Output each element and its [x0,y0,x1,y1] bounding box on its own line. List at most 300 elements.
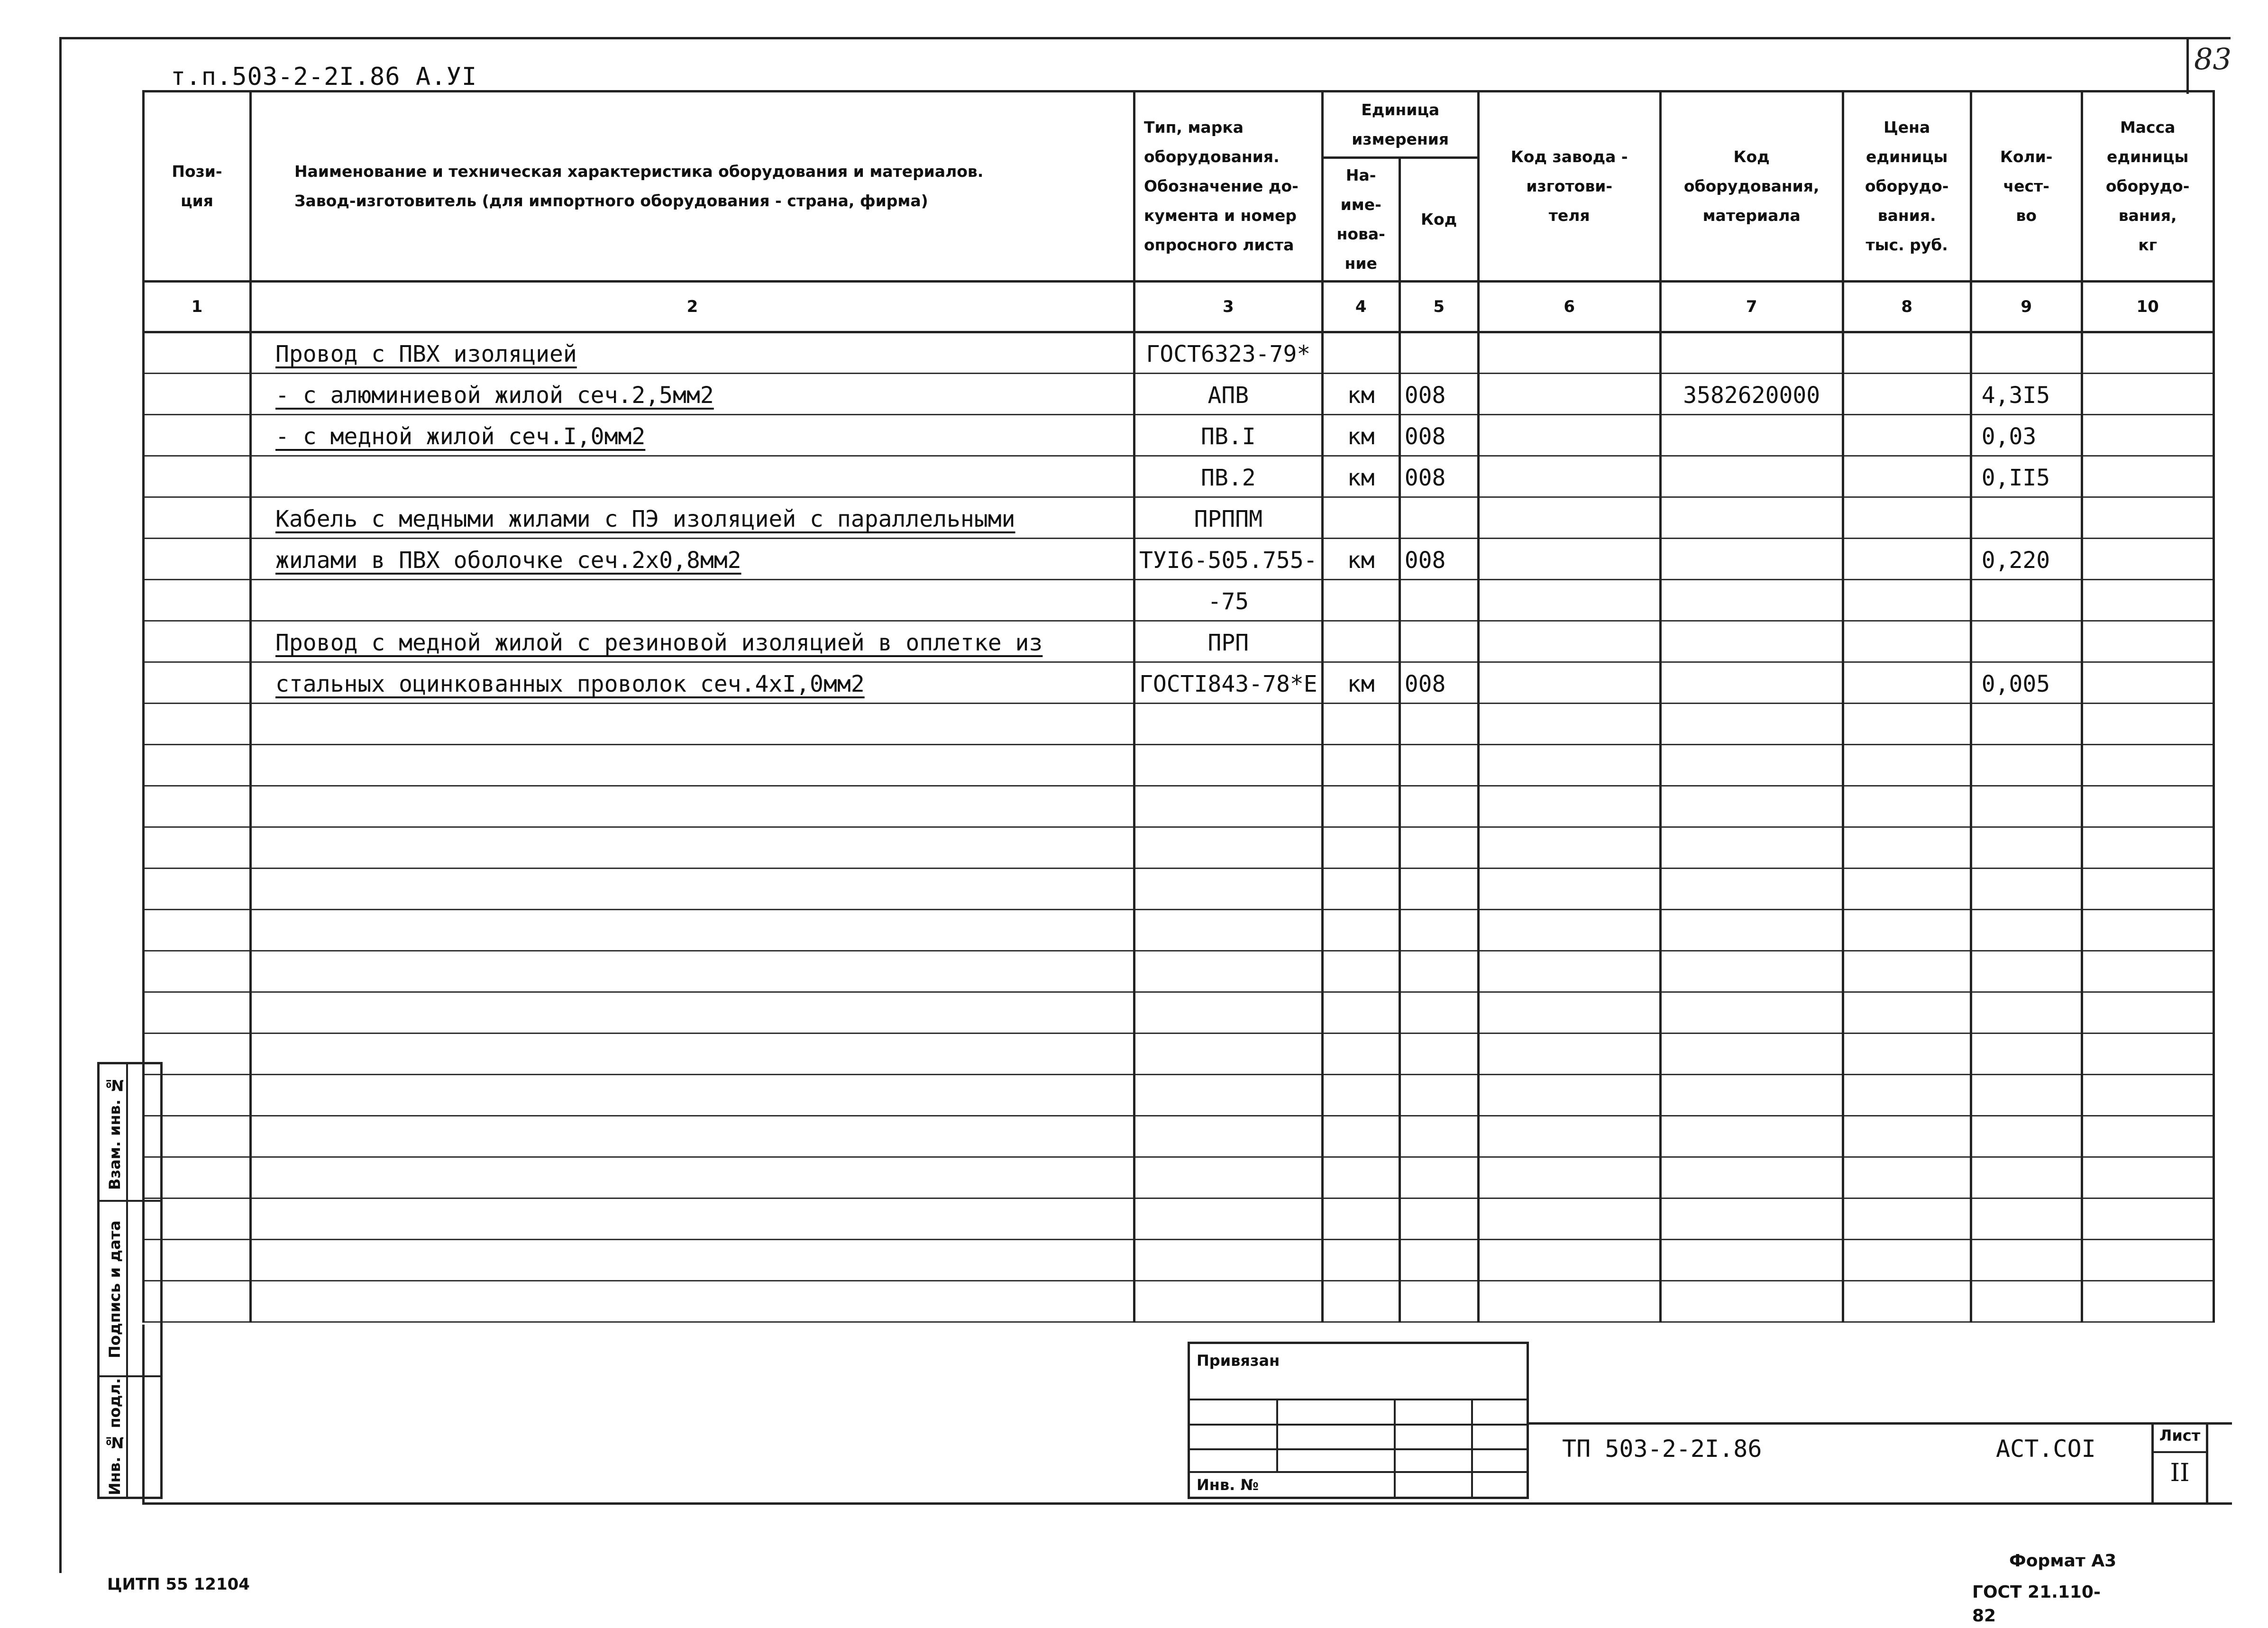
cell-code [1399,497,1478,539]
header-line: Коли- [2000,147,2053,166]
empty-cell [144,910,251,951]
empty-cell [1478,869,1660,910]
title-block-act: АСТ.СОI [1996,1435,2096,1463]
empty-cell [1478,1240,1660,1281]
empty-cell [251,1198,1134,1240]
empty-cell [1971,1198,2082,1240]
empty-cell [1134,1198,1323,1240]
empty-cell [1660,704,1843,745]
empty-cell [2082,827,2213,869]
side-label-original-inv: Инв. № подл. [106,1378,124,1495]
empty-cell [144,869,251,910]
cell-unit: км [1322,456,1399,497]
empty-cell [1322,1075,1399,1116]
cell-unit [1322,621,1399,662]
privyazan-inv-label: Инв. № [1197,1476,1259,1494]
empty-table-row [144,992,2214,1034]
header-line: Завод-изготовитель (для импортного оборудования - страна, фирма) [294,192,928,210]
title-block-doc-code: ТП 503-2-2I.86 [1562,1435,1762,1463]
header-name [251,91,1134,282]
empty-cell [1399,827,1478,869]
empty-cell [2082,910,2213,951]
cell-type: ПРП [1134,621,1323,662]
empty-cell [144,992,251,1034]
empty-table-row [144,1157,2214,1198]
table-row [144,497,2214,539]
cell-code [1399,621,1478,662]
header-line: Масса [2120,118,2176,137]
empty-cell [251,1281,1134,1322]
cell-code [1399,580,1478,621]
empty-cell [1971,745,2082,786]
empty-cell [1971,951,2082,992]
cell-unit: км [1322,539,1399,580]
cell-price [1843,332,1971,374]
empty-cell [1478,1075,1660,1116]
cell-qty: 4,3I5 [1971,374,2082,415]
header-line: оборудо- [1865,177,1949,195]
header-line: нова- [1336,225,1385,243]
cell-equip [1660,621,1843,662]
column-number: 4 [1322,282,1399,332]
empty-cell [1134,704,1323,745]
cell-pos [144,415,251,456]
cell-factory [1478,332,1660,374]
cell-price [1843,456,1971,497]
table-row [144,662,2214,704]
cell-price [1843,580,1971,621]
cell-pos [144,456,251,497]
empty-cell [1399,1034,1478,1075]
empty-cell [251,992,1134,1034]
cell-factory [1478,621,1660,662]
empty-cell [144,827,251,869]
empty-cell [1660,992,1843,1034]
empty-cell [1478,1034,1660,1075]
cell-name [251,456,1134,497]
empty-cell [2082,745,2213,786]
empty-cell [251,1034,1134,1075]
column-number: 7 [1660,282,1843,332]
cell-name: стальных оцинкованных проволок сеч.4хI,0мм2 [251,662,1134,704]
header-line: На- [1345,166,1376,184]
empty-cell [1971,1157,2082,1198]
empty-cell [1843,1240,1971,1281]
empty-cell [1134,910,1323,951]
empty-cell [251,1116,1134,1157]
cell-pos [144,621,251,662]
cell-name: Кабель с медными жилами с ПЭ изоляцией с параллельными [251,497,1134,539]
empty-cell [1843,1281,1971,1322]
empty-cell [1134,992,1323,1034]
header-line: Наименование и техническая характеристика оборудования и материалов. [294,162,984,181]
cell-price [1843,539,1971,580]
document-code: т.п.503-2-2I.86 А.УI [171,63,477,91]
cell-qty: 0,II5 [1971,456,2082,497]
empty-cell [1971,827,2082,869]
cell-unit: км [1322,415,1399,456]
header-type [1134,91,1323,282]
header-unit-code: Код [1399,158,1478,282]
empty-cell [1399,1198,1478,1240]
empty-cell [144,745,251,786]
cell-mass [2082,621,2213,662]
empty-cell [1660,745,1843,786]
empty-cell [1134,827,1323,869]
empty-cell [1399,704,1478,745]
empty-table-row [144,1075,2214,1116]
empty-table-row [144,1116,2214,1157]
cell-equip [1660,662,1843,704]
header-unit-name [1322,158,1399,282]
cell-unit [1322,580,1399,621]
header-line: ние [1344,254,1377,273]
empty-cell [2082,992,2213,1034]
empty-cell [1399,1116,1478,1157]
cell-qty: 0,03 [1971,415,2082,456]
cell-price [1843,497,1971,539]
empty-cell [1971,910,2082,951]
table-row [144,580,2214,621]
sheet-box [2151,1425,2208,1503]
title-block [1529,1422,2232,1503]
header-line: во [2016,206,2037,225]
cell-mass [2082,415,2213,456]
empty-table-row [144,827,2214,869]
header-equipment-code [1660,91,1843,282]
empty-cell [2082,1075,2213,1116]
empty-cell [1478,1281,1660,1322]
column-number-row [144,282,2214,332]
cell-unit [1322,332,1399,374]
cell-price [1843,374,1971,415]
format-label: Формат А3 [2009,1551,2117,1571]
empty-cell [1134,745,1323,786]
empty-cell [1843,1116,1971,1157]
empty-cell [1134,951,1323,992]
header-line: Тип, марка [1144,118,1244,137]
side-label-signature-date: Подпись и дата [106,1220,124,1359]
cell-factory [1478,456,1660,497]
header-line: Единица [1361,100,1440,119]
empty-cell [1399,1281,1478,1322]
empty-cell [1478,910,1660,951]
empty-cell [1660,951,1843,992]
cell-type: АПВ [1134,374,1323,415]
header-line: тыс. руб. [1866,236,1948,254]
empty-table-row [144,1198,2214,1240]
empty-cell [1399,1075,1478,1116]
empty-cell [1399,992,1478,1034]
empty-cell [1660,1075,1843,1116]
cell-name [251,580,1134,621]
cell-type: ПВ.2 [1134,456,1323,497]
empty-cell [1843,1075,1971,1116]
cell-equip: 3582620000 [1660,374,1843,415]
table-row [144,621,2214,662]
column-number: 8 [1843,282,1971,332]
table-row [144,332,2214,374]
empty-cell [1322,786,1399,827]
empty-cell [1134,1240,1323,1281]
header-line: чест- [2003,177,2049,195]
header-mass [2082,91,2213,282]
empty-cell [251,704,1134,745]
empty-cell [2082,786,2213,827]
cell-factory [1478,662,1660,704]
empty-cell [1322,869,1399,910]
empty-cell [1478,827,1660,869]
empty-cell [1399,745,1478,786]
empty-cell [1971,1034,2082,1075]
header-line: материала [1702,206,1801,225]
sheet-value: II [2170,1459,2190,1487]
cell-type: ПРППМ [1134,497,1323,539]
table-row [144,415,2214,456]
column-number: 5 [1399,282,1478,332]
empty-cell [1971,1075,2082,1116]
header-position [144,91,251,282]
header-row-1 [144,91,2214,158]
cell-factory [1478,539,1660,580]
empty-cell [1843,992,1971,1034]
cell-qty [1971,621,2082,662]
empty-cell [1843,786,1971,827]
empty-cell [1660,910,1843,951]
empty-cell [1322,1240,1399,1281]
empty-table-row [144,1034,2214,1075]
cell-name: - с медной жилой сеч.I,0мм2 [251,415,1134,456]
table-row [144,374,2214,415]
empty-cell [2082,1157,2213,1198]
empty-cell [1478,745,1660,786]
cell-factory [1478,374,1660,415]
cell-unit: км [1322,374,1399,415]
empty-cell [1843,1157,1971,1198]
empty-cell [251,827,1134,869]
empty-cell [251,786,1134,827]
cell-qty [1971,497,2082,539]
cell-pos [144,374,251,415]
header-line: кг [2138,236,2157,254]
cell-equip [1660,332,1843,374]
empty-cell [1660,869,1843,910]
empty-cell [1843,745,1971,786]
empty-cell [1971,704,2082,745]
cell-qty [1971,580,2082,621]
empty-cell [1322,992,1399,1034]
empty-cell [251,951,1134,992]
empty-cell [1971,1116,2082,1157]
header-line: Код завода - [1510,147,1628,166]
empty-cell [251,869,1134,910]
empty-cell [1134,1157,1323,1198]
column-number: 9 [1971,282,2082,332]
header-line: теля [1548,206,1590,225]
empty-cell [1478,1198,1660,1240]
cell-code: 008 [1399,662,1478,704]
empty-cell [1843,951,1971,992]
column-number: 3 [1134,282,1323,332]
header-unit [1322,91,1478,158]
empty-cell [1399,910,1478,951]
cell-pos [144,332,251,374]
empty-cell [1843,704,1971,745]
header-line: ция [181,192,213,210]
cell-factory [1478,580,1660,621]
cell-factory [1478,497,1660,539]
cell-qty: 0,005 [1971,662,2082,704]
privyazan-title: Привязан [1197,1352,1280,1370]
empty-cell [251,910,1134,951]
header-line: вания. [1877,206,1936,225]
empty-cell [1134,1116,1323,1157]
cell-pos [144,580,251,621]
empty-cell [1843,827,1971,869]
empty-cell [2082,1116,2213,1157]
empty-cell [1971,786,2082,827]
empty-cell [251,1240,1134,1281]
cell-pos [144,662,251,704]
privyazan-block [1188,1342,1529,1499]
empty-cell [2082,869,2213,910]
cell-mass [2082,456,2213,497]
cell-unit [1322,497,1399,539]
cell-type: ГОСТI843-78*Е [1134,662,1323,704]
cell-code: 008 [1399,415,1478,456]
empty-cell [1478,1157,1660,1198]
empty-cell [1660,827,1843,869]
cell-code: 008 [1399,539,1478,580]
cell-type: ТУI6-505.755- [1134,539,1323,580]
empty-table-row [144,869,2214,910]
cell-equip [1660,580,1843,621]
empty-cell [1322,1116,1399,1157]
header-line: оборудования. [1144,147,1280,166]
empty-cell [2082,704,2213,745]
empty-cell [1478,951,1660,992]
empty-table-row [144,786,2214,827]
empty-table-row [144,910,2214,951]
empty-cell [251,1157,1134,1198]
cell-qty [1971,332,2082,374]
header-line: изготови- [1526,177,1613,195]
empty-cell [1478,704,1660,745]
empty-cell [1399,1240,1478,1281]
empty-cell [1971,992,2082,1034]
empty-cell [2082,951,2213,992]
cell-mass [2082,539,2213,580]
empty-cell [1322,910,1399,951]
header-line: единицы [2106,147,2189,166]
cell-type: ПВ.I [1134,415,1323,456]
empty-cell [144,951,251,992]
table-row [144,456,2214,497]
empty-table-row [144,745,2214,786]
header-line: опросного листа [1144,236,1294,254]
header-line: име- [1340,195,1381,214]
cell-mass [2082,662,2213,704]
empty-cell [1843,910,1971,951]
cell-mass [2082,580,2213,621]
empty-cell [1478,1116,1660,1157]
cell-price [1843,415,1971,456]
empty-cell [1478,992,1660,1034]
cell-qty: 0,220 [1971,539,2082,580]
empty-cell [1399,951,1478,992]
empty-cell [1322,704,1399,745]
cell-pos [144,539,251,580]
empty-cell [1660,1281,1843,1322]
empty-cell [1660,1198,1843,1240]
cell-type: ГОСТ6323-79* [1134,332,1323,374]
empty-cell [1971,1240,2082,1281]
cell-equip [1660,456,1843,497]
empty-cell [2082,1281,2213,1322]
empty-cell [2082,1034,2213,1075]
cell-pos [144,497,251,539]
empty-cell [1660,1157,1843,1198]
empty-cell [1134,1034,1323,1075]
table-body [144,332,2214,1322]
empty-table-row [144,1240,2214,1281]
column-number: 6 [1478,282,1660,332]
cell-type: -75 [1134,580,1323,621]
empty-cell [1322,745,1399,786]
header-line: Обозначение до- [1144,177,1299,195]
empty-cell [1660,1034,1843,1075]
empty-cell [1399,1157,1478,1198]
cell-mass [2082,374,2213,415]
empty-cell [1134,1281,1323,1322]
specification-table [142,90,2215,1323]
header-line: Код [1733,147,1770,166]
tsitp-label: ЦИТП 55 12104 [107,1575,250,1594]
empty-table-row [144,951,2214,992]
empty-cell [2082,1240,2213,1281]
empty-cell [1322,1198,1399,1240]
header-line: кумента и номер [1144,206,1297,225]
empty-cell [1322,827,1399,869]
header-line: Пози- [172,162,222,181]
empty-cell [1322,1281,1399,1322]
empty-cell [1843,1034,1971,1075]
cell-name: жилами в ПВХ оболочке сеч.2х0,8мм2 [251,539,1134,580]
empty-cell [251,1075,1134,1116]
header-price [1843,91,1971,282]
empty-cell [1399,786,1478,827]
empty-cell [1322,951,1399,992]
cell-factory [1478,415,1660,456]
empty-cell [2082,1198,2213,1240]
handwritten-sheet-number: 83 [2194,42,2231,76]
empty-cell [1660,1240,1843,1281]
cell-equip [1660,539,1843,580]
empty-cell [1843,1198,1971,1240]
empty-cell [1399,869,1478,910]
empty-cell [1843,869,1971,910]
header-line: измерения [1352,129,1449,148]
empty-cell [251,745,1134,786]
cell-code [1399,332,1478,374]
empty-cell [1322,1034,1399,1075]
header-line: оборудования, [1683,177,1820,195]
cell-code: 008 [1399,456,1478,497]
empty-table-row [144,1281,2214,1322]
cell-equip [1660,415,1843,456]
header-line: единицы [1866,147,1948,166]
table-row [144,539,2214,580]
